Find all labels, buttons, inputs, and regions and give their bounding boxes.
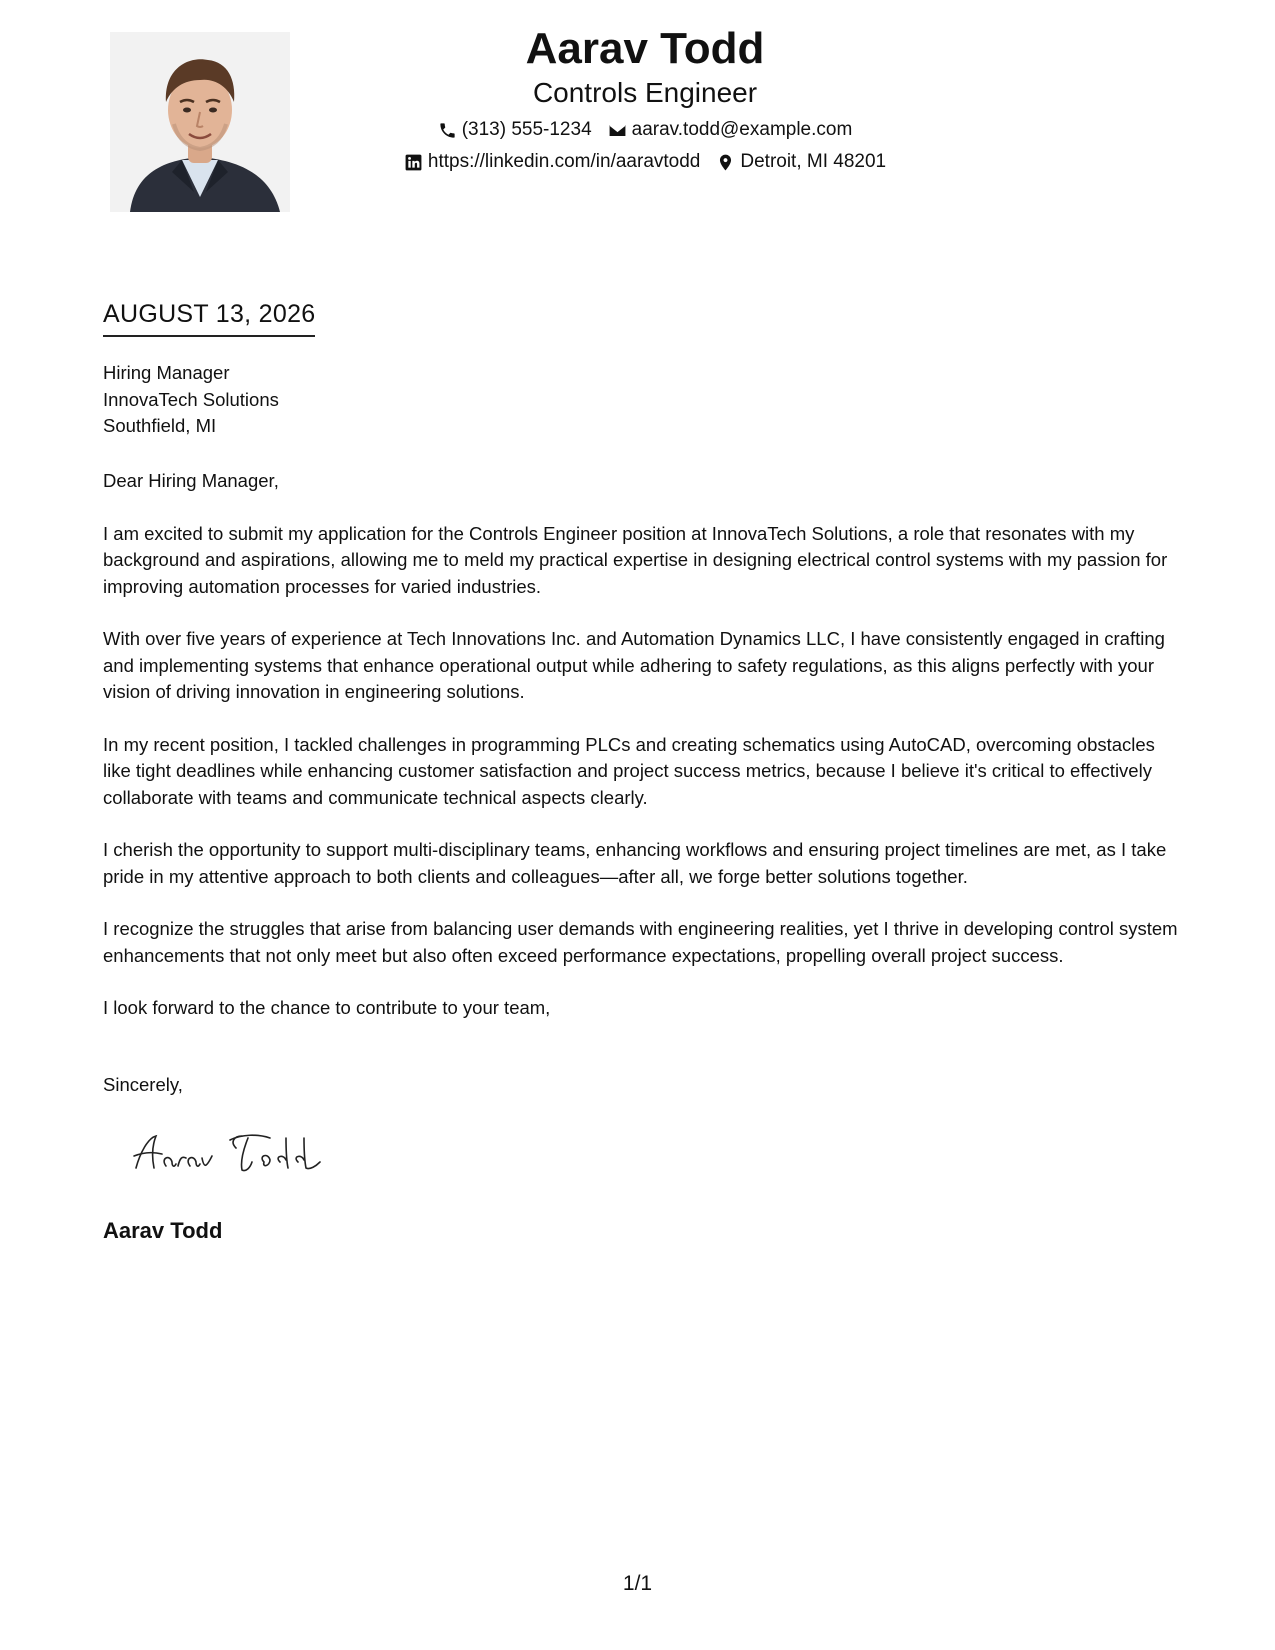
body-paragraph: In my recent position, I tackled challenges in programming PLCs and creating schematics using AutoCAD, overcoming obstacles like tight deadlines while enhancing customer satisfaction and project success metrics, because I believe it's critical to effectively collaborate with teams and communicate technical aspects clearly. bbox=[103, 733, 1155, 808]
location-contact bbox=[716, 150, 886, 174]
recipient-location: Southfield, MI bbox=[103, 415, 217, 436]
body-paragraph: I recognize the struggles that arise from balancing user demands with engineering realities, yet I thrive in developing control system enhancements that not only meet but also often exceed performance expectations, propelling overall project success. bbox=[103, 918, 1178, 966]
job-title: Controls Engineer bbox=[532, 77, 758, 108]
recipient-title: Hiring Manager bbox=[103, 362, 230, 383]
page-indicator: 1/1 bbox=[622, 1572, 653, 1595]
header bbox=[330, 22, 960, 174]
phone-icon bbox=[438, 121, 457, 140]
body-paragraph: With over five years of experience at Tech Innovations Inc. and Automation Dynamics LLC, I have consistently engaged in crafting and implementing systems that enhance operational output while adhering to safety regulations, as this aligns perfectly with your vision of driving innovation in engineering solutions. bbox=[103, 628, 1165, 702]
linkedin-icon bbox=[404, 153, 423, 172]
contact-row-secondary bbox=[330, 150, 960, 174]
linkedin-contact[interactable] bbox=[404, 150, 701, 174]
contact-row-primary bbox=[330, 118, 960, 142]
location-text: Detroit, MI 48201 bbox=[740, 151, 887, 172]
linkedin-url: https://linkedin.com/in/aaravtodd bbox=[427, 151, 701, 172]
phone-contact[interactable] bbox=[438, 118, 592, 142]
closing: Sincerely, bbox=[103, 1074, 183, 1095]
recipient-company: InnovaTech Solutions bbox=[103, 388, 279, 410]
email-contact[interactable] bbox=[608, 118, 853, 142]
body-paragraph: I am excited to submit my application for the Controls Engineer position at InnovaTech Solutions, a role that resonates with my background and aspirations, allowing me to meld my practical expertise in designing electrical control systems with my passion for improving automation processes for varied industries. bbox=[103, 522, 1168, 597]
signature-image bbox=[130, 1128, 330, 1183]
email-address: aarav.todd@example.com bbox=[631, 119, 853, 140]
profile-photo bbox=[110, 32, 290, 212]
letter-body bbox=[103, 468, 1183, 1048]
letter-date: AUGUST 13, 2026 bbox=[103, 300, 315, 337]
salutation: Dear Hiring Manager, bbox=[103, 470, 279, 491]
body-paragraph: I look forward to the chance to contribute to your team, bbox=[103, 997, 551, 1018]
map-pin-icon bbox=[716, 153, 735, 172]
body-paragraph: I cherish the opportunity to support multi-disciplinary teams, enhancing workflows and ensuring project timelines are met, as I take pride in my attentive approach to both clients and colleagues—after all, we forge better solutions together. bbox=[103, 839, 1167, 887]
recipient-block bbox=[103, 360, 279, 440]
envelope-icon bbox=[608, 121, 627, 140]
phone-number: (313) 555-1234 bbox=[461, 119, 592, 140]
candidate-name: Aarav Todd bbox=[525, 24, 765, 73]
signer-name: Aarav Todd bbox=[103, 1218, 223, 1243]
